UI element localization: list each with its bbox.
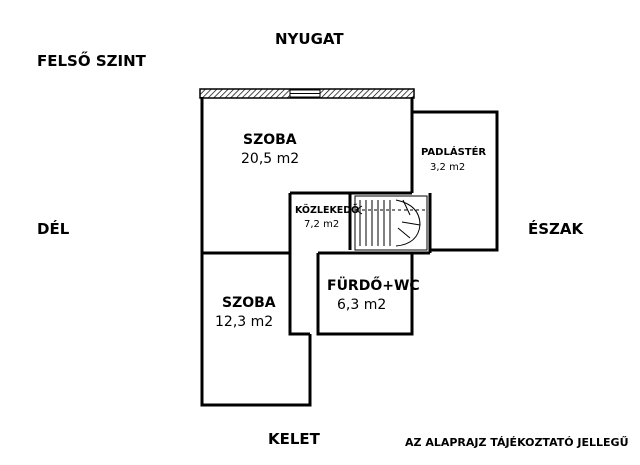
direction-south: DÉL [37, 220, 70, 238]
attic-name: PADLÁSTÉR [421, 147, 487, 158]
bathroom-name: FÜRDŐ+WC [327, 278, 420, 294]
staircase [355, 196, 427, 250]
room1-area: 20,5 m2 [241, 151, 300, 167]
disclaimer: AZ ALAPRAJZ TÁJÉKOZTATÓ JELLEGŰ [405, 436, 629, 449]
bathroom-area: 6,3 m2 [337, 297, 387, 313]
corridor-area: 7,2 m2 [304, 219, 340, 230]
attic-area: 3,2 m2 [430, 162, 466, 173]
direction-east: KELET [268, 430, 320, 448]
room2-name: SZOBA [222, 295, 276, 311]
room1-name: SZOBA [243, 132, 297, 148]
corridor-name: KÖZLEKEDŐ [295, 205, 360, 216]
direction-north: ÉSZAK [528, 220, 584, 238]
north-wall-window [200, 89, 414, 98]
level-title: FELSŐ SZINT [37, 52, 146, 70]
room2-area: 12,3 m2 [215, 314, 274, 330]
direction-west: NYUGAT [275, 30, 344, 48]
